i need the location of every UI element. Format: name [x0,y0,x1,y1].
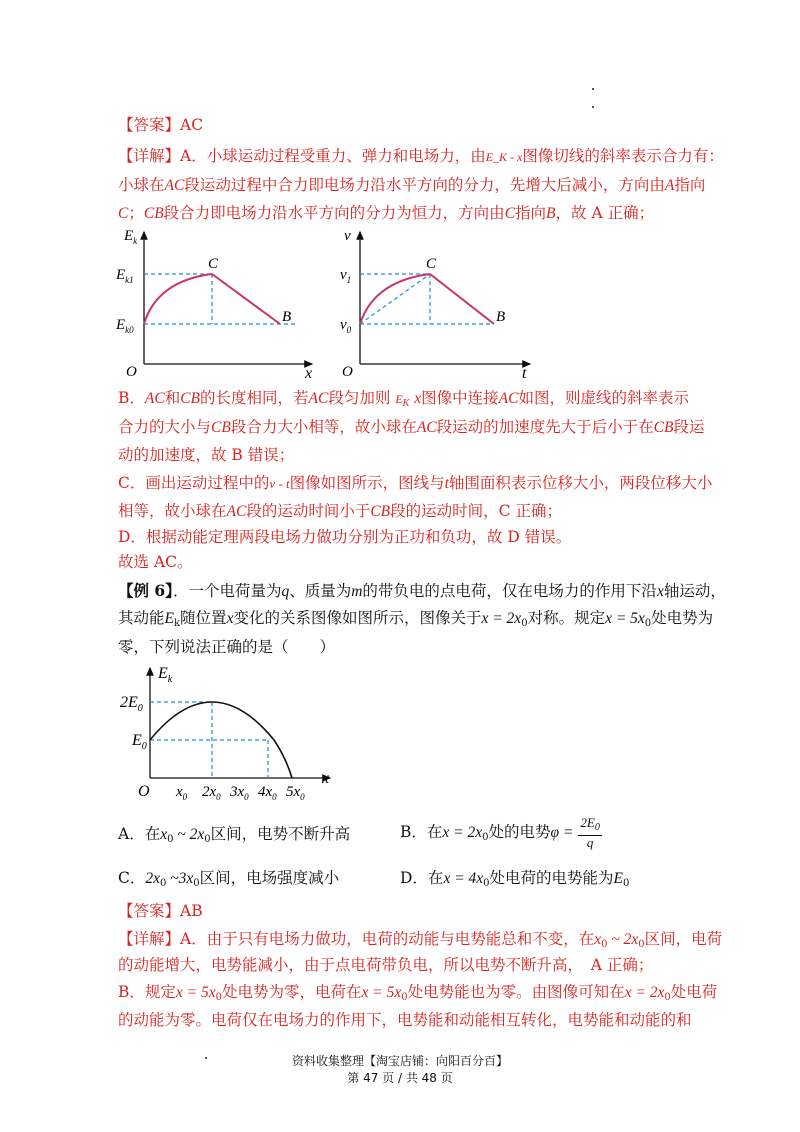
detail-2-line-2: 的动能增大，电势能减小，由于点电荷带负电，所以电势不断升高， A 正确； [118,956,654,974]
line-cb [212,274,280,324]
detail-1-line-1: 【详解】A．小球运动过程受重力、弹力和电场力，由E_K - x图像切线的斜率表示合力有： [118,147,724,165]
conclusion-1: 故选 AC。 [118,553,193,571]
ex6-ek-graph [118,662,343,812]
example-6-line-3: 零，下列说法正确的是（ ） [118,638,336,656]
detail-1-line-3: C；CB段合力即电场力沿水平方向的分力为恒力，方向由C指向B，故 A 正确； [118,204,655,222]
option-a[interactable]: A．在$x_0$ ~ $2x_0$区间，电势不断升高 [118,825,351,845]
ek1-label: $E_{k1}$ [116,267,134,285]
ek-x-graph [112,224,322,384]
x-axis-label: x [305,365,313,382]
line-cb [430,274,494,324]
stray-dot [592,88,594,90]
tick-label-5x0: $5x_0$ [286,784,305,802]
curve-ac [144,274,212,324]
footer-source: 资料收集整理【淘宝店铺：向阳百分百】 [291,1054,508,1068]
v0-label: $v_0$ [340,317,352,335]
v1-label: $v_1$ [340,267,352,285]
y-axis-label: v [344,228,351,244]
x-axis-label: t [522,365,527,382]
detail-1-c-line-1: C．画出运动过程中的v - t图像如图所示，图线与t轴围面积表示位移大小，两段位移大小 [118,474,713,492]
tick-label-3x0: $3x_0$ [230,784,249,802]
answer-2: 【答案】AB [118,902,203,920]
y-2e0-label: $2E_0$ [120,694,143,714]
point-c-label: C [426,256,437,272]
v-t-graph [334,224,539,384]
example-6-line-1: 【例 6】．一个电荷量为q、质量为m的带负电的点电荷，仅在电场力的作用下沿x轴运动， [118,581,726,600]
detail-1-b-line-2: 合力的大小与CB段合力大小相等，故小球在AC段运动的加速度先大于后小于在CB段运 [118,418,705,436]
detail-2-line-1: 【详解】A．由于只有电场力做功，电荷的动能与电势能总和不变，在$x_0$ ~ $2x_0$区间，电荷 [118,930,723,950]
detail-1-d-line: D．根据动能定理两段电场力做功分别为正功和负功，故 D 错误。 [118,528,572,546]
ek0-label: $E_{k0}$ [116,317,134,335]
option-c[interactable]: C．$2x_0$ $\sim 3x_0$区间，电场强度减小 [118,869,340,889]
detail-1-c-line-2: 相等，故小球在AC段的运动时间小于CB段的运动时间，C 正确； [118,502,562,520]
tick-label-4x0: $4x_0$ [258,784,277,802]
dashed-chord [360,274,430,324]
detail-1-line-2: 小球在AC段运动过程中合力即电场力沿水平方向的分力，先增大后减小，方向由A指向 [118,176,706,194]
option-b-fraction: $\frac{2E_0}{q}$ [580,815,600,850]
example-6-line-2: 其动能$E_k$随位置x变化的关系图像如图所示，图像关于$x = 2x_0$对称。规定$x = 5x_0$处电势为 [118,609,714,629]
footer-page-number: 第 47 页 / 共 48 页 [347,1071,453,1085]
origin-label: O [342,364,353,380]
tick-label-2x0: $2x_0$ [202,784,221,802]
origin-label: O [138,783,150,800]
detail-1-b-line-1: B．AC和CB的长度相同，若AC段匀加则 $E_K$ x图像中连接AC如图，则虚线的斜率表示 [118,389,689,409]
y-axis-label: $E_k$ [158,665,173,685]
y-e0-label: $E_0$ [132,732,147,752]
answer-1: 【答案】AC [118,116,204,134]
detail-2-line-4: 的动能为零。电荷仅在电场力的作用下，电势能和动能相互转化，电势能和动能的和 [118,1011,692,1029]
detail-1-b-line-3: 动的加速度，故 B 错误； [118,446,295,464]
origin-label: O [126,364,137,380]
option-b[interactable]: B．在$x = 2x_0$处的电势φ = $\frac{2E_0}{q}$ [400,815,600,850]
tick-label-x0: $x_0$ [176,784,188,802]
point-b-label: B [282,309,292,325]
point-c-label: C [208,256,219,272]
detail-2-line-3: B．规定$x = 5x_0$处电势为零，电荷在$x = 5x_0$处电势能也为零。由图像可知在$x = 2x_0$处电荷 [118,983,718,1003]
option-d[interactable]: D．在$x = 4x_0$处电荷的电势能为$E_0$ [400,869,630,889]
y-axis-label: $E_k$ [124,228,138,246]
x-axis-label: x [322,770,330,787]
stray-dot [592,106,594,108]
point-b-label: B [496,309,506,325]
